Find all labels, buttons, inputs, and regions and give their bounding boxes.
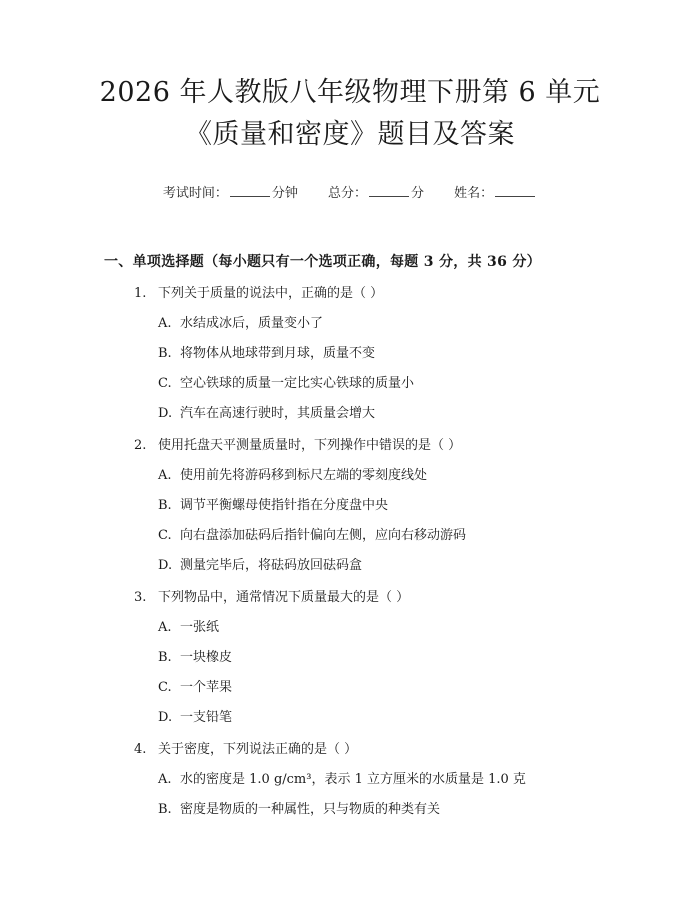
option-a — [158, 619, 630, 637]
option-text: 空心铁球的质量一定比实心铁球的质量小 — [180, 376, 415, 391]
question-text: 下列关于质量的说法中，正确的是（ ） — [158, 286, 384, 301]
question-text: 关于密度，下列说法正确的是（ ） — [158, 742, 358, 757]
option-letter: B. — [158, 802, 172, 817]
question-stem — [134, 285, 630, 303]
question-number: 1. — [134, 286, 147, 301]
option-letter: D. — [158, 710, 173, 725]
option-text: 一块橡皮 — [180, 650, 233, 665]
question-2 — [134, 437, 630, 575]
option-letter: A. — [158, 620, 172, 635]
question-text: 使用托盘天平测量质量时，下列操作中错误的是（ ） — [158, 438, 462, 453]
total-score-unit: 分 — [411, 186, 425, 201]
option-text: 一支铅笔 — [180, 710, 233, 725]
option-c — [158, 375, 630, 393]
option-text: 向右盘添加砝码后指针偏向左侧，应向右移动游码 — [180, 528, 467, 543]
option-letter: C. — [158, 528, 172, 543]
option-b — [158, 497, 630, 515]
option-a — [158, 467, 630, 485]
question-stem — [134, 589, 630, 607]
document-title: 2026 年人教版八年级物理下册第 6 单元《质量和密度》题目及答案 — [99, 77, 601, 150]
question-text: 下列物品中，通常情况下质量最大的是（ ） — [158, 590, 410, 605]
option-text: 水结成冰后，质量变小了 — [180, 316, 324, 331]
option-text: 使用前先将游码移到标尺左端的零刻度线处 — [180, 468, 428, 483]
option-a — [158, 315, 630, 333]
option-c — [158, 679, 630, 697]
option-b — [158, 345, 630, 363]
section-heading: 一、单项选择题（每小题只有一个选项正确，每题 3 分，共 36 分） — [104, 254, 541, 270]
option-letter: B. — [158, 498, 172, 513]
option-letter: C. — [158, 680, 172, 695]
option-c — [158, 527, 630, 545]
option-letter: D. — [158, 406, 173, 421]
exam-time-unit: 分钟 — [271, 186, 298, 201]
option-text: 水的密度是 1.0 g/cm³，表示 1 立方厘米的水质量是 1.0 克 — [180, 772, 526, 787]
question-number: 2. — [134, 438, 147, 453]
option-letter: C. — [158, 376, 172, 391]
option-d — [158, 709, 630, 727]
option-text: 将物体从地球带到月球，质量不变 — [180, 346, 376, 361]
student-name-field — [454, 182, 537, 201]
option-letter: A. — [158, 316, 172, 331]
option-text: 一个苹果 — [180, 680, 233, 695]
option-d — [158, 405, 630, 423]
option-letter: B. — [158, 650, 172, 665]
exam-time-label: 考试时间： — [162, 186, 228, 201]
option-text: 调节平衡螺母使指针指在分度盘中央 — [180, 498, 389, 513]
option-b — [158, 649, 630, 667]
exam-time-blank — [230, 184, 270, 197]
option-a — [158, 771, 630, 789]
option-letter: B. — [158, 346, 172, 361]
exam-info-line — [70, 182, 630, 201]
exam-time-field — [163, 182, 298, 201]
question-3 — [134, 589, 630, 727]
question-stem — [134, 437, 630, 455]
total-score-label: 总分： — [327, 186, 367, 201]
option-letter: A. — [158, 772, 172, 787]
option-text: 密度是物质的一种属性，只与物质的种类有关 — [180, 802, 441, 817]
question-stem — [134, 741, 630, 759]
option-d — [158, 557, 630, 575]
total-score-blank — [369, 184, 409, 197]
option-letter: A. — [158, 468, 172, 483]
option-text: 汽车在高速行驶时，其质量会增大 — [180, 406, 376, 421]
question-4 — [134, 741, 630, 819]
option-text: 一张纸 — [180, 620, 220, 635]
option-b — [158, 801, 630, 819]
student-name-blank — [495, 184, 535, 197]
total-score-field — [328, 182, 424, 201]
student-name-label: 姓名： — [454, 186, 494, 201]
question-number: 3. — [134, 590, 147, 605]
option-letter: D. — [158, 558, 173, 573]
question-1 — [134, 285, 630, 423]
question-number: 4. — [134, 742, 147, 757]
option-text: 测量完毕后，将砝码放回砝码盒 — [180, 558, 363, 573]
